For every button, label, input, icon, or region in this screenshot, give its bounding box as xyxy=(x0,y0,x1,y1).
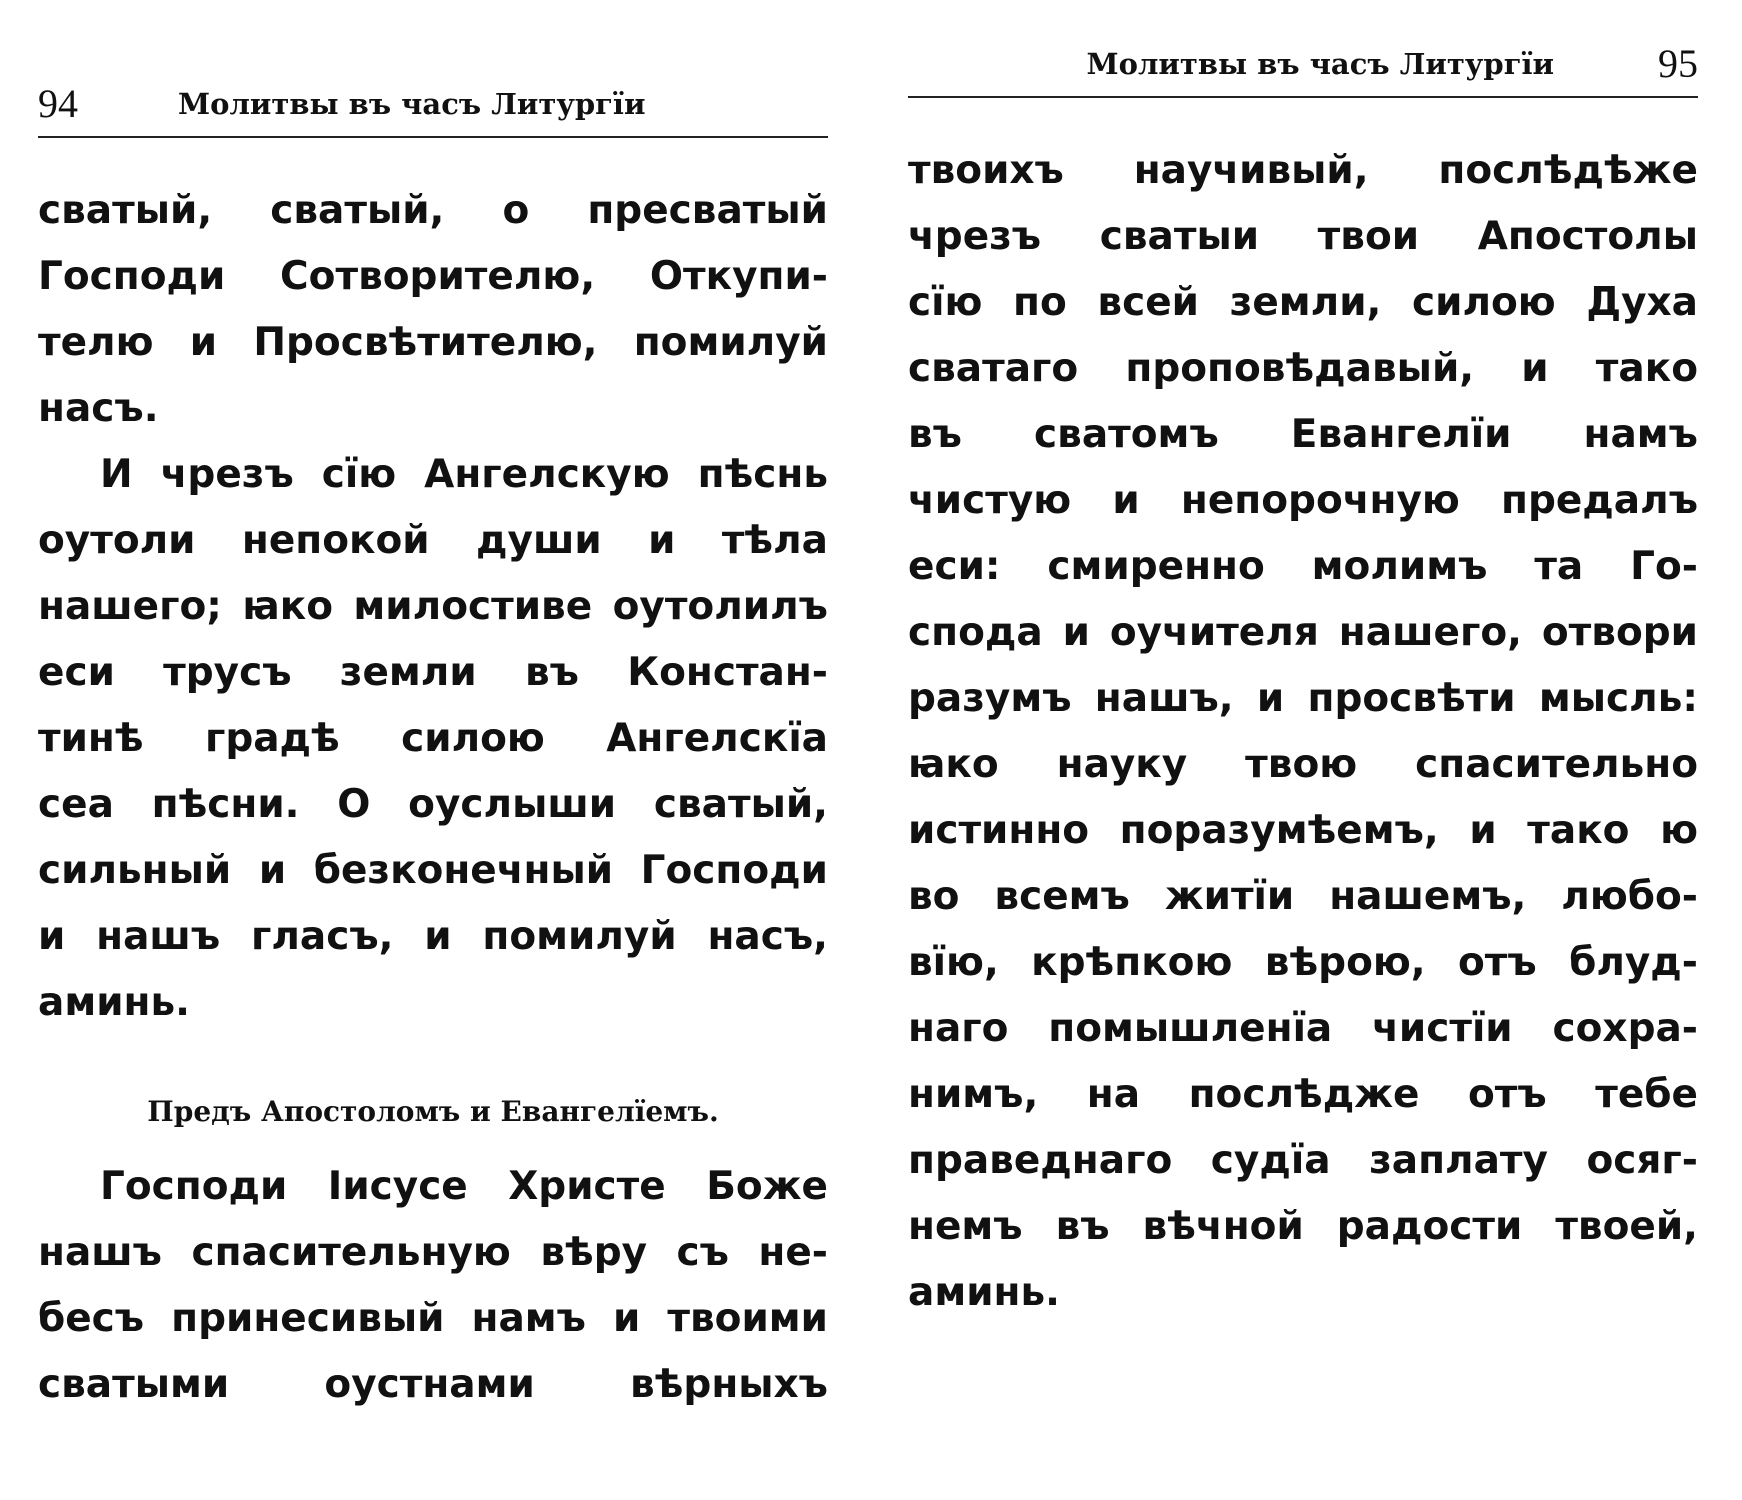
text-line: ꙗко науку твою спасительно xyxy=(908,742,1698,787)
text-line: нашего; ꙗко милостиве оутолилъ xyxy=(38,584,828,629)
paragraph-1 xyxy=(38,178,828,442)
header-rule-left xyxy=(38,136,828,138)
text-line: Господи Сотворителю, Откупи- xyxy=(38,254,828,299)
text-line: истинно поразумѣемъ, и тако ю xyxy=(908,808,1698,853)
text-line: насъ. xyxy=(38,386,159,431)
text-line: оутоли непокой души и тѣла xyxy=(38,518,828,563)
running-head-right xyxy=(908,41,1698,86)
running-title-right: Молитвы въ часъ Литургїи xyxy=(1086,47,1554,81)
text-line: еси: смиренно молимъ та Го- xyxy=(908,544,1698,589)
text-line: сїю по всей земли, силою Духа xyxy=(908,280,1698,325)
text-line: сильный и безконечный Господи xyxy=(38,848,828,893)
text-line: тинѣ градѣ силою Ангелскїа xyxy=(38,716,828,761)
text-line: во всемъ житїи нашемъ, любо- xyxy=(908,874,1698,919)
text-line: чистую и непорочную предалъ xyxy=(908,478,1698,523)
text-line: нашъ спасительную вѣру съ не- xyxy=(38,1230,828,1275)
text-line: въ сватомъ Евангелїи намъ xyxy=(908,412,1698,457)
text-line: телю и Просвѣтителю, помилуй xyxy=(38,320,828,365)
text-line: наго помышленїа чистїи сохра- xyxy=(908,1006,1698,1051)
text-line: Господи Іисусе Христе Боже xyxy=(100,1164,828,1209)
running-title-left: Молитвы въ часъ Литургїи xyxy=(178,87,646,121)
text-line: немъ въ вѣчной радости твоей, xyxy=(908,1204,1698,1249)
right-page xyxy=(908,0,1698,1326)
left-page xyxy=(38,0,828,1418)
text-line: бесъ принесивый намъ и твоими xyxy=(38,1296,828,1341)
text-line: чрезъ сватыи твои Апостолы xyxy=(908,214,1698,259)
running-head-left xyxy=(38,81,828,126)
text-line: еси трусъ земли въ Констан- xyxy=(38,650,828,695)
header-rule-right xyxy=(908,96,1698,98)
text-line: нимъ, на послѣдже отъ тебе xyxy=(908,1072,1698,1117)
text-line: вїю, крѣпкою вѣрою, отъ блуд- xyxy=(908,940,1698,985)
text-line: и нашъ гласъ, и помилуй насъ, xyxy=(38,914,828,959)
paragraph-right xyxy=(908,138,1698,1326)
text-line: спода и оучителя нашего, отвори xyxy=(908,610,1698,655)
text-line: твоихъ научивый, послѣдѣже xyxy=(908,148,1698,193)
text-line: И чрезъ сїю Ангелскую пѣснь xyxy=(100,452,828,497)
text-line: аминь. xyxy=(908,1270,1060,1315)
text-line: сватаго проповѣдавый, и тако xyxy=(908,346,1698,391)
text-line: сватый, сватый, о пресватый xyxy=(38,188,828,233)
text-line: аминь. xyxy=(38,980,190,1025)
text-line: сватыми оустнами вѣрныхъ xyxy=(38,1362,828,1407)
page-number-left: 94 xyxy=(38,81,78,126)
paragraph-3 xyxy=(38,1154,828,1418)
text-line: праведнаго судїа заплату осяг- xyxy=(908,1138,1698,1183)
paragraph-2 xyxy=(38,442,828,1036)
section-heading: Предъ Апостоломъ и Евангелїемъ. xyxy=(147,1095,719,1128)
page-number-right: 95 xyxy=(1658,41,1698,86)
text-line: сеа пѣсни. О оуслыши сватый, xyxy=(38,782,828,827)
text-line: разумъ нашъ, и просвѣти мысль: xyxy=(908,676,1698,721)
